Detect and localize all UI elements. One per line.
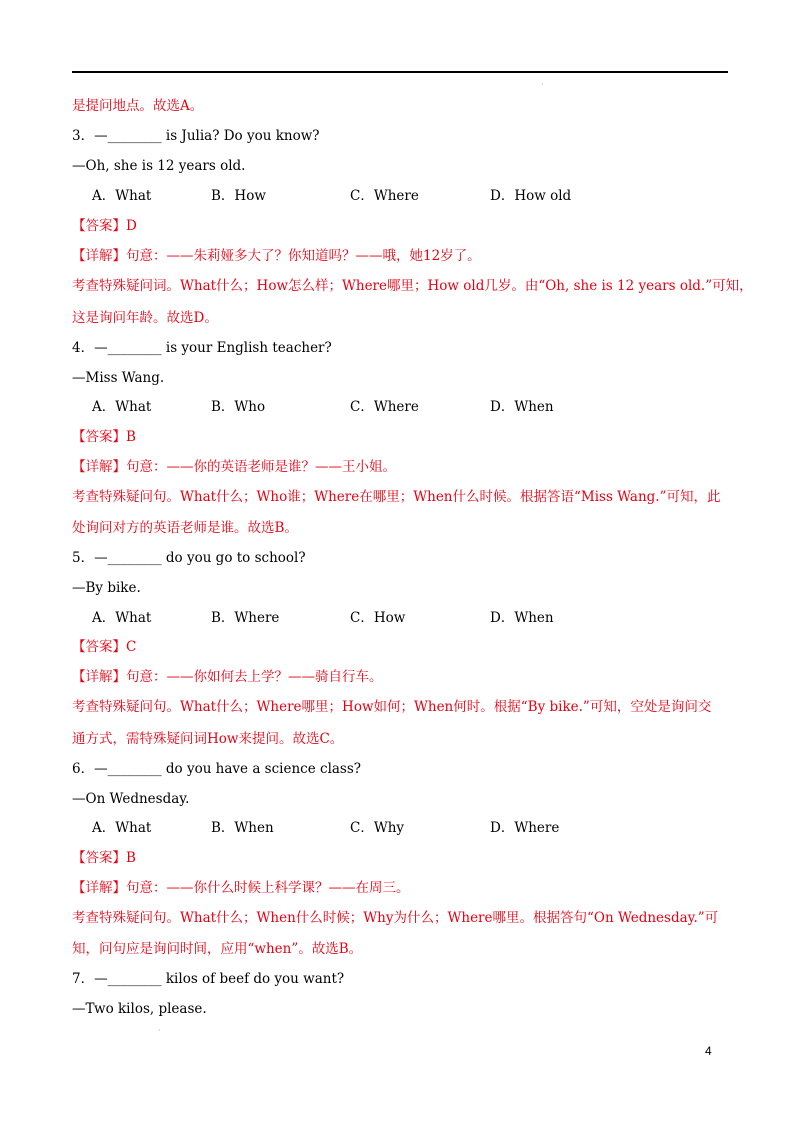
answer: 【答案】B: [72, 429, 136, 445]
question-stem: 4．—________ is your English teacher?: [72, 340, 332, 356]
answer: 【答案】B: [72, 850, 136, 866]
previous-explanation-tail: 是提问地点。故选A。: [72, 98, 204, 114]
explanation-line: 考查特殊疑问句。What什么；Who谁；Where在哪里；When什么时候。根据答语“Miss Wang.”可知，此: [72, 489, 721, 505]
question-reply: —Two kilos, please.: [72, 1001, 207, 1017]
explanation-line: 处询问对方的英语老师是谁。故选B。: [72, 520, 298, 536]
explanation-line: 知，问句应是询问时间，应用“when”。故选B。: [72, 941, 363, 957]
question-reply: —Miss Wang.: [72, 370, 165, 386]
option-b: B．When: [211, 820, 274, 836]
option-a: A．What: [92, 188, 152, 204]
option-d: D．How old: [490, 188, 572, 204]
option-a: A．What: [92, 399, 152, 415]
explanation-line: 通方式，需特殊疑问词How来提问。故选C。: [72, 731, 344, 747]
detail: 【详解】句意：——你的英语老师是谁？——王小姐。: [72, 459, 396, 475]
explanation-line: 这是询问年龄。故选D。: [72, 310, 218, 326]
question-stem: 5．—________ do you go to school?: [72, 550, 306, 566]
explanation-line: 考查特殊疑问词。What什么；How怎么样；Where哪里；How old几岁。由“Oh, she is 12 years old.”可知，: [72, 278, 753, 294]
page-number: 4: [705, 1044, 712, 1058]
detail: 【详解】句意：——朱莉娅多大了？你知道吗？——哦，她12岁了。: [72, 248, 481, 264]
option-c: C．How: [350, 610, 406, 626]
option-d: D．When: [490, 610, 554, 626]
option-b: B．How: [211, 188, 266, 204]
question-stem: 7．—________ kilos of beef do you want?: [72, 971, 345, 987]
detail: 【详解】句意：——你如何去上学？——骑自行车。: [72, 669, 383, 685]
footer-dot: ·: [158, 1026, 161, 1035]
question-stem: 6．—________ do you have a science class?: [72, 761, 362, 777]
option-a: A．What: [92, 820, 152, 836]
option-d: D．When: [490, 399, 554, 415]
option-c: C．Why: [350, 820, 405, 836]
answer: 【答案】D: [72, 218, 137, 234]
option-d: D．Where: [490, 820, 560, 836]
answer: 【答案】C: [72, 639, 137, 655]
explanation-line: 考查特殊疑问句。What什么；When什么时候；Why为什么；Where哪里。根据答句“On Wednesday.”可: [72, 910, 719, 926]
option-b: B．Where: [211, 610, 280, 626]
header-dot: ·: [541, 80, 544, 89]
question-stem: 3．—________ is Julia? Do you know?: [72, 128, 320, 144]
option-a: A．What: [92, 610, 152, 626]
option-c: C．Where: [350, 399, 419, 415]
question-reply: —Oh, she is 12 years old.: [72, 158, 246, 174]
option-c: C．Where: [350, 188, 419, 204]
option-b: B．Who: [211, 399, 266, 415]
header-rule: [72, 71, 728, 73]
question-reply: —By bike.: [72, 580, 141, 596]
explanation-line: 考查特殊疑问句。What什么；Where哪里；How如何；When何时。根据“By bike.”可知，空处是询问交: [72, 699, 712, 715]
question-reply: —On Wednesday.: [72, 791, 190, 807]
detail: 【详解】句意：——你什么时候上科学课？——在周三。: [72, 880, 410, 896]
